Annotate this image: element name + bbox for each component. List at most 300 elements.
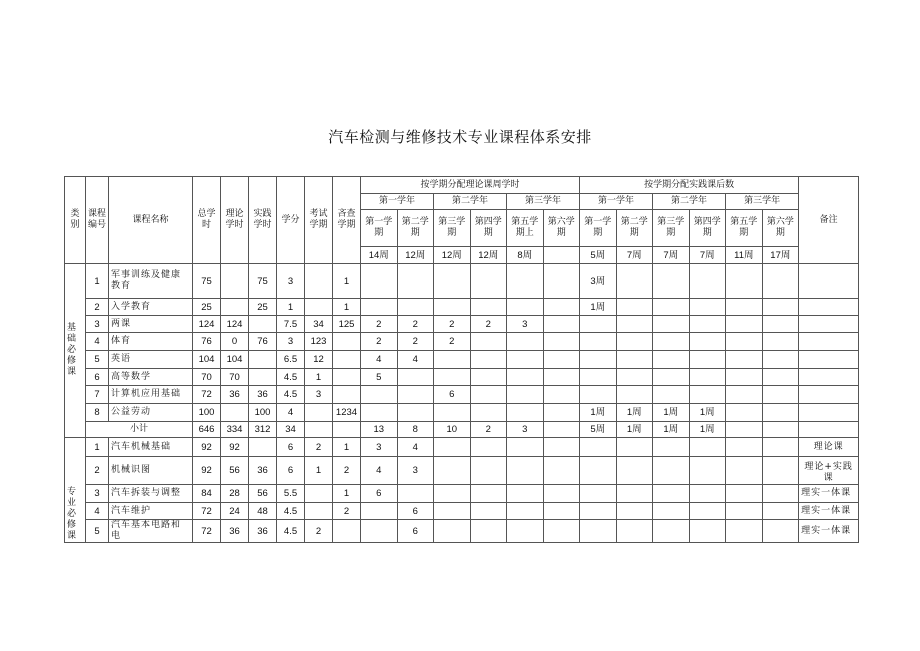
cell-theory-weekly [397,404,434,422]
curriculum-table [64,176,859,543]
cell-theory-weekly [543,386,580,404]
cell-practice-weeks [762,503,799,520]
cell-remark: 理实一体课 [799,520,859,543]
cell-theory-weekly [507,333,544,351]
cell-course-name: 汽车拆装与调整 [109,485,193,503]
cell-check: 125 [333,316,361,333]
cell-theory-weekly [470,333,507,351]
table-row [65,299,859,316]
cell-practice-weeks [762,264,799,299]
cell-practice-weeks: 1周 [580,404,617,422]
cell-theory-weekly: 2 [397,333,434,351]
cell-course-name: 体育 [109,333,193,351]
cell-practice [249,369,277,386]
cell-theory-weekly [543,369,580,386]
cell-exam [305,485,333,503]
cell-practice-weeks [762,422,799,438]
header-exam-term: 考试学期 [305,177,333,264]
cell-total: 72 [193,520,221,543]
cell-practice-weeks [726,316,763,333]
cell-theory-weekly [470,369,507,386]
cell-theory: 56 [221,457,249,485]
cell-practice-weeks [580,369,617,386]
cell-practice-weeks [689,264,726,299]
header-year: 第三学年 [507,194,580,210]
cell-code: 8 [86,404,109,422]
header-theory-term: 第二学期 [397,210,434,247]
cell-theory-weekly [361,299,398,316]
cell-practice: 56 [249,485,277,503]
cell-theory-weekly: 6 [397,520,434,543]
cell-practice: 75 [249,264,277,299]
cell-practice-weeks [762,333,799,351]
cell-check: 2 [333,503,361,520]
cell-practice-weeks [726,520,763,543]
cell-theory-weekly [543,404,580,422]
cell-code: 2 [86,457,109,485]
cell-practice-weeks [616,386,653,404]
header-year: 第一学年 [580,194,653,210]
cell-theory-weekly: 2 [361,333,398,351]
cell-theory [221,299,249,316]
cell-theory-weekly: 10 [434,422,471,438]
cell-theory-weekly [434,369,471,386]
cell-check: 1 [333,438,361,457]
cell-theory-weekly: 4 [361,457,398,485]
cell-check: 1234 [333,404,361,422]
cell-check [333,369,361,386]
cell-practice: 100 [249,404,277,422]
header-year: 第一学年 [361,194,434,210]
cell-practice-weeks [653,457,690,485]
header-practice-term: 第二学期 [616,210,653,247]
cell-credits: 1 [277,299,305,316]
cell-theory-weekly: 6 [434,386,471,404]
cell-exam: 123 [305,333,333,351]
cell-check [333,351,361,369]
cell-theory-weekly: 2 [470,422,507,438]
cell-theory-weekly [361,503,398,520]
cell-theory-weekly [543,333,580,351]
cell-practice-weeks [580,438,617,457]
cell-theory-weekly [543,520,580,543]
cell-practice-weeks [616,520,653,543]
cell-theory-weekly [361,404,398,422]
page-title: 汽车检测与维修技术专业课程体系安排 [328,128,592,146]
cell-course-name: 汽车机械基础 [109,438,193,457]
cell-practice: 25 [249,299,277,316]
cell-exam: 1 [305,369,333,386]
cell-remark: 理实一体课 [799,485,859,503]
cell-practice-weeks [653,438,690,457]
header-year: 第三学年 [726,194,799,210]
cell-remark [799,422,859,438]
cell-theory-weekly [470,404,507,422]
cell-exam: 12 [305,351,333,369]
cell-theory-weekly: 6 [397,503,434,520]
cell-practice-weeks [762,457,799,485]
cell-theory-weekly [434,264,471,299]
header-name: 课程名称 [109,177,193,264]
cell-practice-weeks [726,457,763,485]
cell-credits: 4 [277,404,305,422]
cell-theory-weekly [470,503,507,520]
table-row [65,333,859,351]
cell-theory-weekly: 3 [507,422,544,438]
cell-theory-weekly [470,457,507,485]
cell-practice: 36 [249,457,277,485]
subtotal-label: 小计 [86,422,193,438]
cell-practice-weeks [653,369,690,386]
cell-practice-weeks [726,485,763,503]
cell-total: 124 [193,316,221,333]
cell-practice-weeks: 1周 [616,404,653,422]
cell-theory-weekly: 2 [397,316,434,333]
cell-practice-weeks [762,438,799,457]
cell-theory-weekly: 3 [397,457,434,485]
cell-practice-weeks [616,264,653,299]
table-row [65,316,859,333]
cell-practice-weeks [726,369,763,386]
cell-practice: 36 [249,386,277,404]
cell-practice-weeks [689,503,726,520]
subtotal-row [65,422,859,438]
header-practice-term: 第五学期 [726,210,763,247]
cell-practice-weeks [762,299,799,316]
cell-practice-weeks [689,299,726,316]
cell-theory-weekly [543,457,580,485]
cell-check [333,386,361,404]
cell-practice-weeks: 1周 [689,404,726,422]
cell-total: 100 [193,404,221,422]
cell-theory-weekly [434,438,471,457]
cell-theory-weekly [507,299,544,316]
table-row [65,404,859,422]
cell-course-name: 公益劳动 [109,404,193,422]
header-theory-term: 第三学期 [434,210,471,247]
cell-practice-weeks [726,299,763,316]
cell-total: 70 [193,369,221,386]
cell-total: 92 [193,438,221,457]
cell-course-name: 英语 [109,351,193,369]
cell-remark: 理论+实践课 [799,457,859,485]
cell-practice-weeks [689,520,726,543]
cell-practice-weeks [762,520,799,543]
cell-code: 3 [86,316,109,333]
cell-theory-weekly [543,299,580,316]
cell-practice-weeks [689,333,726,351]
cell-theory-weekly: 5 [361,369,398,386]
cell-check [333,520,361,543]
cell-credits: 7.5 [277,316,305,333]
header-theory-weeks: 12周 [470,247,507,264]
cell-theory: 0 [221,333,249,351]
cell-credits: 6 [277,457,305,485]
cell-practice-weeks [616,438,653,457]
cell-theory-weekly [361,264,398,299]
cell-course-name: 两课 [109,316,193,333]
cell-theory-weekly [470,520,507,543]
cell-practice-weeks [726,333,763,351]
cell-remark [799,351,859,369]
cell-theory-weekly [434,404,471,422]
cell-theory-weekly [470,299,507,316]
cell-exam [305,503,333,520]
cell-code: 7 [86,386,109,404]
cell-practice-weeks [726,422,763,438]
cell-theory-weekly [434,299,471,316]
header-practice-term: 第六学期 [762,210,799,247]
cell-practice-weeks [726,503,763,520]
cell-practice-weeks: 1周 [616,422,653,438]
cell-course-name: 汽车维护 [109,503,193,520]
header-practice-hours: 实践学时 [249,177,277,264]
cell-theory-weekly [470,485,507,503]
cell-theory-weekly [361,520,398,543]
header-practice-weeks: 11周 [726,247,763,264]
cell-code: 4 [86,333,109,351]
header-year: 第二学年 [434,194,507,210]
cell-check: 1 [333,299,361,316]
cell-theory-weekly [543,438,580,457]
cell-total: 104 [193,351,221,369]
cell-theory-weekly [507,264,544,299]
header-category: 类别 [65,177,86,264]
header-credits: 学分 [277,177,305,264]
cell-practice-weeks [726,386,763,404]
cell-total: 84 [193,485,221,503]
cell-exam: 1 [305,457,333,485]
cell-practice-weeks [762,386,799,404]
cell-theory-weekly [507,404,544,422]
table-row [65,485,859,503]
cell-theory-weekly: 8 [397,422,434,438]
header-practice-group: 按学期分配实践课后数 [580,177,799,194]
cell-practice-weeks [616,503,653,520]
cell-theory-weekly: 3 [507,316,544,333]
cell-theory: 28 [221,485,249,503]
cell-practice: 76 [249,333,277,351]
cell-practice: 36 [249,520,277,543]
cell-practice-weeks [653,485,690,503]
cell-practice-weeks [616,316,653,333]
cell-remark [799,299,859,316]
cell-practice-weeks [726,351,763,369]
cell-theory-weekly: 3 [361,438,398,457]
cell-total: 25 [193,299,221,316]
cell-theory-weekly: 4 [397,351,434,369]
cell-theory-weekly: 2 [434,333,471,351]
cell-check [333,333,361,351]
cell-practice-weeks [580,457,617,485]
cell-theory: 36 [221,520,249,543]
cell-practice-weeks [653,333,690,351]
cell-remark [799,386,859,404]
header-practice-weeks: 5周 [580,247,617,264]
cell-course-name: 计算机应用基础 [109,386,193,404]
cell-credits: 6 [277,438,305,457]
cell-theory-weekly [434,457,471,485]
cell-credits: 3 [277,333,305,351]
cell-practice-weeks: 1周 [580,299,617,316]
cell-code: 1 [86,264,109,299]
cell-credits: 5.5 [277,485,305,503]
cell-remark: 理实一体课 [799,503,859,520]
cell-theory [221,264,249,299]
header-practice-weeks: 17周 [762,247,799,264]
cell-credits: 34 [277,422,305,438]
cell-credits: 4.5 [277,386,305,404]
cell-code: 4 [86,503,109,520]
cell-practice-weeks [762,316,799,333]
cell-theory-weekly: 4 [361,351,398,369]
table-row [65,369,859,386]
cell-practice-weeks [689,386,726,404]
cell-practice [249,316,277,333]
table-row [65,457,859,485]
cell-practice-weeks [689,457,726,485]
cell-course-name: 汽车基本电路和电 [109,520,193,543]
cell-theory-weekly: 6 [361,485,398,503]
cell-theory-weekly: 2 [434,316,471,333]
cell-practice-weeks [580,503,617,520]
cell-practice-weeks [726,404,763,422]
cell-total: 75 [193,264,221,299]
cell-credits: 4.5 [277,369,305,386]
header-practice-weeks: 7周 [689,247,726,264]
cell-remark [799,404,859,422]
cell-practice-weeks [616,333,653,351]
cell-code: 5 [86,520,109,543]
cell-theory [221,404,249,422]
cell-practice-weeks [616,299,653,316]
cell-practice-weeks [653,299,690,316]
cell-theory-weekly [361,386,398,404]
cell-code: 3 [86,485,109,503]
cell-theory-weekly [507,386,544,404]
cell-theory-weekly [470,438,507,457]
table-row [65,438,859,457]
cell-theory: 104 [221,351,249,369]
header-theory-term: 第四学期 [470,210,507,247]
cell-practice-weeks [689,316,726,333]
header-check-term: 吝查学期 [333,177,361,264]
header-practice-term: 第三学期 [653,210,690,247]
cell-theory-weekly [543,503,580,520]
cell-practice-weeks [653,351,690,369]
header-total-hours: 总学时 [193,177,221,264]
cell-course-name: 机械识图 [109,457,193,485]
cell-credits: 4.5 [277,520,305,543]
cell-theory-weekly [507,503,544,520]
cell-theory-weekly [507,485,544,503]
cell-theory-weekly: 2 [470,316,507,333]
header-theory-group: 按学期分配理论课周学时 [361,177,580,194]
cell-practice-weeks [726,264,763,299]
cell-practice-weeks [580,351,617,369]
cell-practice-weeks [726,438,763,457]
header-practice-term: 第一学期 [580,210,617,247]
cell-theory-weekly [397,369,434,386]
cell-remark [799,369,859,386]
cell-practice-weeks [762,351,799,369]
cell-theory: 334 [221,422,249,438]
cell-theory-weekly [470,386,507,404]
cell-exam: 34 [305,316,333,333]
cell-course-name: 入学教育 [109,299,193,316]
header-theory-term: 第六学期 [543,210,580,247]
cell-theory-weekly [543,351,580,369]
cell-theory: 70 [221,369,249,386]
cell-theory-weekly [434,351,471,369]
cell-practice [249,351,277,369]
header-year: 第二学年 [653,194,726,210]
cell-practice-weeks [616,351,653,369]
cell-theory-weekly [397,264,434,299]
cell-code: 2 [86,299,109,316]
cell-total: 92 [193,457,221,485]
cell-exam: 2 [305,520,333,543]
cell-credits: 6.5 [277,351,305,369]
header-code: 课程编号 [86,177,109,264]
cell-remark [799,264,859,299]
cell-theory: 92 [221,438,249,457]
cell-remark: 理论课 [799,438,859,457]
cell-code: 1 [86,438,109,457]
cell-practice-weeks [689,438,726,457]
table-row [65,386,859,404]
header-theory-weeks: 12周 [434,247,471,264]
cell-remark [799,316,859,333]
header-theory-term: 第一学期 [361,210,398,247]
cell-exam [305,404,333,422]
cell-total: 76 [193,333,221,351]
cell-theory-weekly: 4 [397,438,434,457]
category-major: 专业必修课 [65,438,86,543]
cell-theory-weekly [543,316,580,333]
cell-theory-weekly [434,520,471,543]
cell-practice-weeks [762,404,799,422]
cell-practice-weeks: 1周 [653,404,690,422]
cell-theory-weekly [434,503,471,520]
cell-practice-weeks [653,386,690,404]
cell-theory-weekly [507,520,544,543]
cell-theory-weekly [507,369,544,386]
cell-practice-weeks [762,369,799,386]
cell-code: 6 [86,369,109,386]
table-row [65,503,859,520]
cell-exam: 3 [305,386,333,404]
table-row [65,264,859,299]
cell-total: 646 [193,422,221,438]
cell-practice-weeks [762,485,799,503]
cell-exam [305,299,333,316]
cell-practice-weeks [616,457,653,485]
cell-course-name: 高等数学 [109,369,193,386]
cell-theory-weekly [507,351,544,369]
cell-practice-weeks [689,351,726,369]
header-theory-weeks: 12周 [397,247,434,264]
cell-practice-weeks [580,485,617,503]
cell-practice-weeks: 1周 [689,422,726,438]
cell-practice-weeks [616,369,653,386]
cell-practice-weeks [689,369,726,386]
cell-theory-weekly [543,264,580,299]
cell-exam [305,264,333,299]
cell-practice-weeks [689,485,726,503]
cell-practice-weeks: 1周 [653,422,690,438]
header-remark: 备注 [799,177,859,264]
